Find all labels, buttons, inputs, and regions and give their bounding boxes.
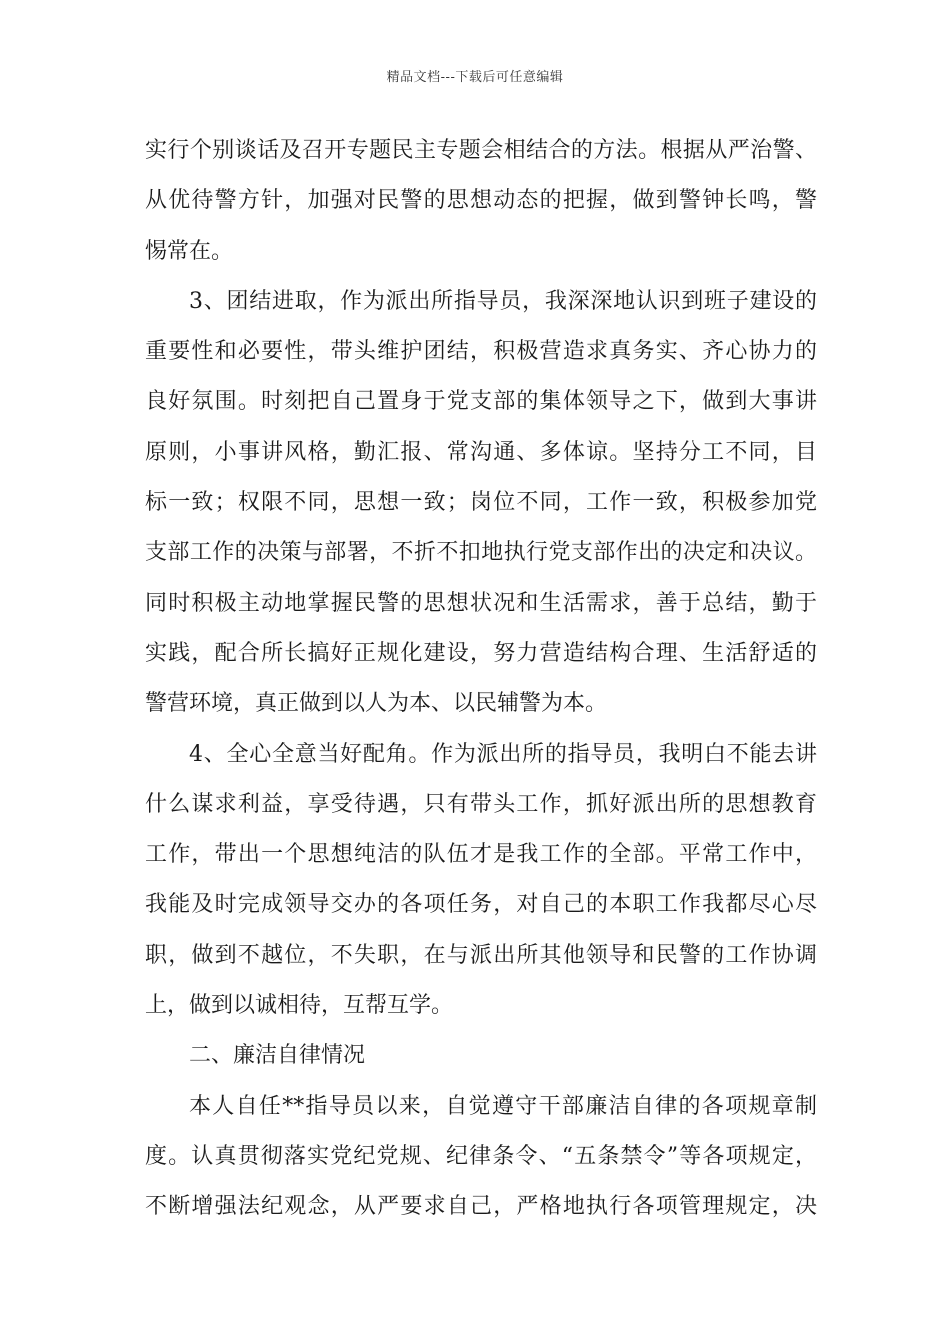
text-line: 职，做到不越位，不失职，在与派出所其他领导和民警的工作协调: [145, 942, 817, 968]
text-line: 3、团结进取，作为派出所指导员，我深深地认识到班子建设的: [189, 288, 817, 314]
text-line: 本人自任**指导员以来，自觉遵守干部廉洁自律的各项规章制: [189, 1093, 817, 1119]
text-line: 支部工作的决策与部署，不折不扣地执行党支部作出的决定和决议。: [145, 540, 817, 566]
text-line: 标一致；权限不同，思想一致；岗位不同，工作一致，积极参加党: [145, 490, 817, 516]
text-line: 警营环境，真正做到以人为本、以民辅警为本。: [145, 691, 608, 717]
text-line: 从优待警方针，加强对民警的思想动态的把握，做到警钟长鸣，警: [145, 188, 817, 214]
text-line: 良好氛围。时刻把自己置身于党支部的集体领导之下，做到大事讲: [145, 389, 817, 415]
text-line: 惕常在。: [145, 238, 234, 264]
body-text: [145, 126, 817, 1233]
text-line: 原则，小事讲风格，勤汇报、常沟通、多体谅。坚持分工不同，目: [145, 439, 817, 465]
text-line: 二、廉洁自律情况: [189, 1043, 366, 1069]
text-line: 同时积极主动地掌握民警的思想状况和生活需求，善于总结，勤于: [145, 590, 817, 616]
text-line: 工作，带出一个思想纯洁的队伍才是我工作的全部。平常工作中，: [145, 842, 817, 868]
page-header: 精品文档---下载后可任意编辑: [386, 70, 564, 85]
text-line: 上，做到以诚相待，互帮互学。: [145, 993, 454, 1019]
text-line: 我能及时完成领导交办的各项任务，对自己的本职工作我都尽心尽: [145, 892, 817, 918]
text-line: 实践，配合所长搞好正规化建设，努力营造结构合理、生活舒适的: [145, 640, 817, 666]
text-line: 度。认真贯彻落实党纪党规、纪律条令、“五条禁令”等各项规定，: [145, 1143, 817, 1169]
text-line: 什么谋求利益，享受待遇，只有带头工作，抓好派出所的思想教育: [145, 791, 817, 817]
text-line: 不断增强法纪观念，从严要求自己，严格地执行各项管理规定，决: [145, 1194, 817, 1220]
text-line: 重要性和必要性，带头维护团结，积极营造求真务实、齐心协力的: [145, 339, 817, 365]
text-line: 实行个别谈话及召开专题民主专题会相结合的方法。根据从严治警、: [145, 138, 817, 163]
text-line: 4、全心全意当好配角。作为派出所的指导员，我明白不能去讲: [189, 741, 817, 767]
